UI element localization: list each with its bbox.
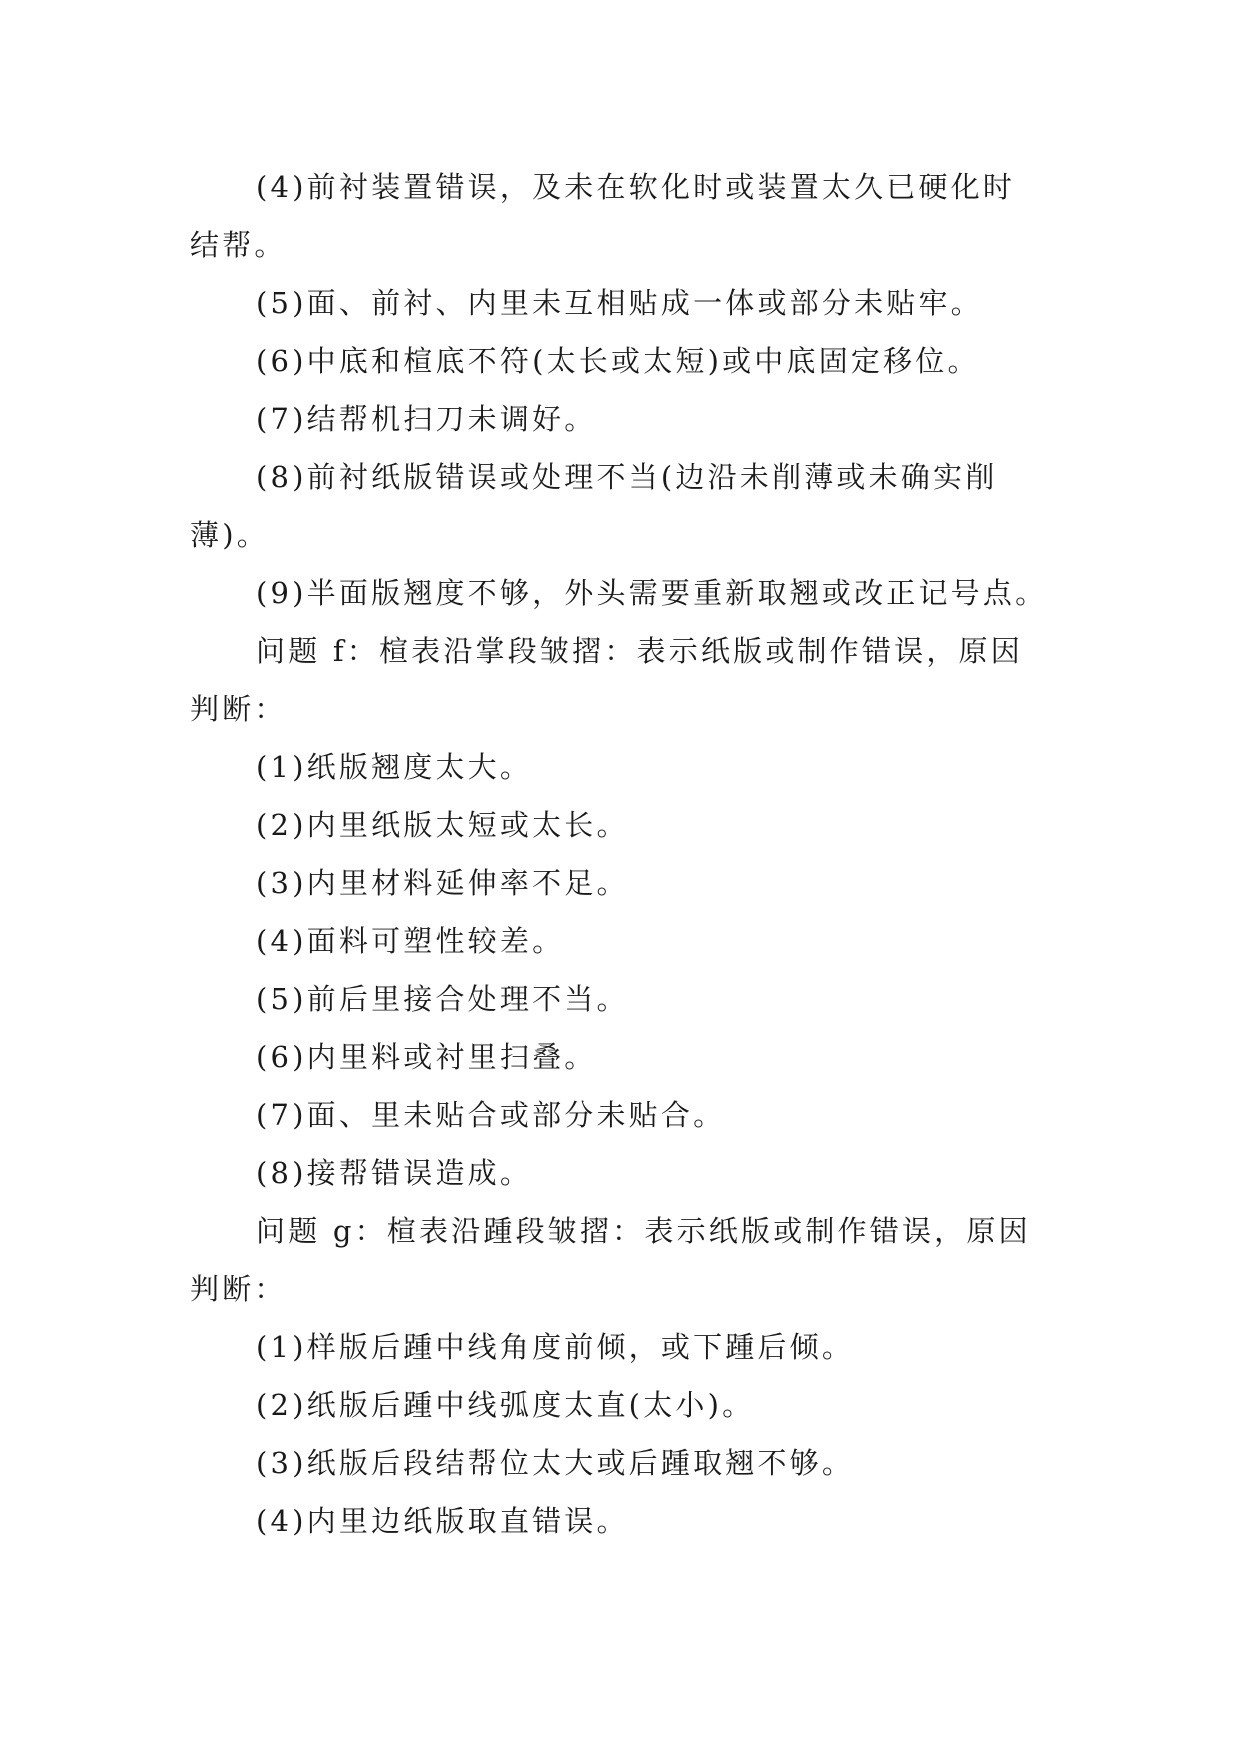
paragraph-line: (6)内里料或衬里扫叠。 [256, 1040, 597, 1074]
paragraph-line: 薄)。 [190, 518, 269, 552]
paragraph-line: 判断： [190, 1272, 287, 1306]
paragraph-line: (5)面、前衬、内里未互相贴成一体或部分未贴牢。 [256, 286, 983, 320]
paragraph-line: (6)中底和楦底不符(太长或太短)或中底固定移位。 [256, 344, 980, 378]
paragraph-line: (3)纸版后段结帮位太大或后踵取翘不够。 [256, 1446, 855, 1480]
paragraph-line: (8)接帮错误造成。 [256, 1156, 533, 1190]
paragraph-line: (2)内里纸版太短或太长。 [256, 808, 629, 842]
paragraph-line: (1)样版后踵中线角度前倾，或下踵后倾。 [256, 1330, 855, 1364]
paragraph-line: 结帮。 [190, 228, 287, 262]
paragraph-line: (5)前后里接合处理不当。 [256, 982, 629, 1016]
paragraph-line: (8)前衬纸版错误或处理不当(边沿未削薄或未确实削 [256, 460, 998, 494]
paragraph-line: (4)内里边纸版取直错误。 [256, 1504, 629, 1538]
paragraph-line: (3)内里材料延伸率不足。 [256, 866, 629, 900]
paragraph-line: (9)半面版翘度不够，外头需要重新取翘或改正记号点。 [256, 576, 1048, 610]
paragraph-line: (2)纸版后踵中线弧度太直(太小)。 [256, 1388, 755, 1422]
section-heading-g: 问题 g：楦表沿踵段皱摺：表示纸版或制作错误，原因 [256, 1214, 1031, 1248]
paragraph-line: (4)前衬装置错误，及未在软化时或装置太久已硬化时 [256, 170, 1016, 204]
paragraph-line: (1)纸版翘度太大。 [256, 750, 533, 784]
document-body [190, 158, 1070, 1550]
section-heading-f: 问题 f：楦表沿掌段皱摺：表示纸版或制作错误，原因 [256, 634, 1023, 668]
paragraph-line: (7)结帮机扫刀未调好。 [256, 402, 597, 436]
paragraph-line: (7)面、里未贴合或部分未贴合。 [256, 1098, 726, 1132]
paragraph-line: (4)面料可塑性较差。 [256, 924, 565, 958]
paragraph-line: 判断： [190, 692, 287, 726]
